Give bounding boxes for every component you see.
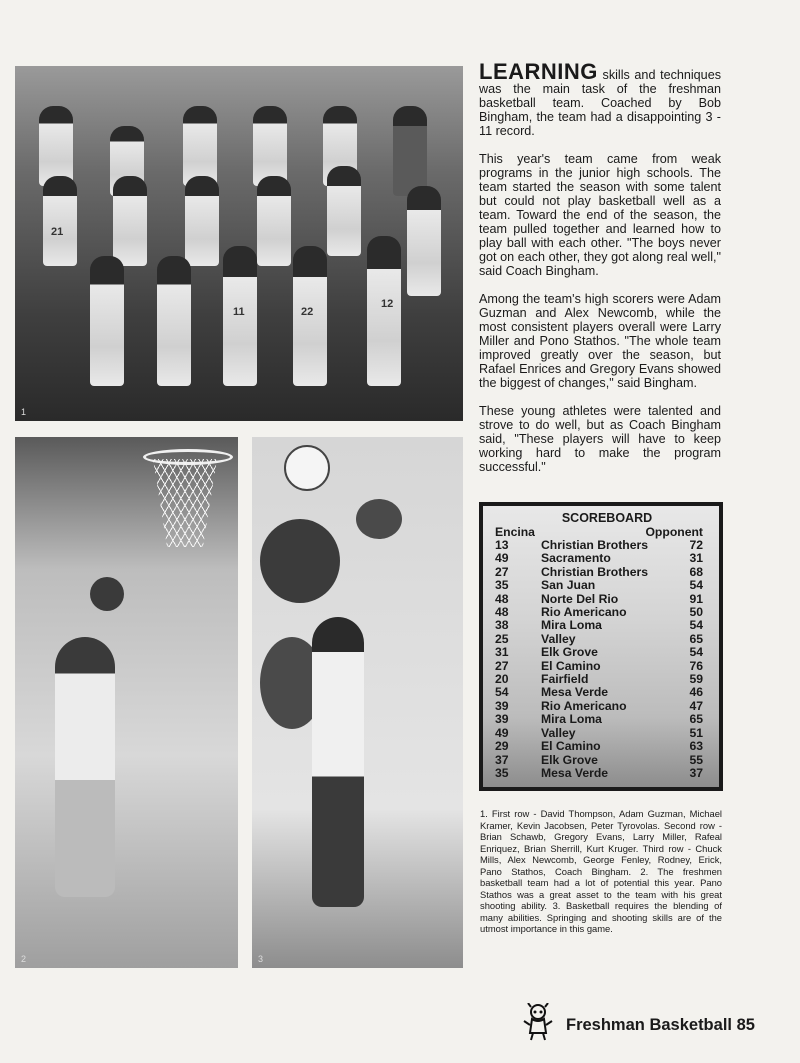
opponent-score: 55 [689,752,703,767]
mascot-icon [522,1003,554,1041]
encina-score: 20 [495,672,509,687]
encina-score: 25 [495,631,509,646]
encina-score: 27 [495,564,509,579]
opponent-score: 65 [689,631,703,646]
scoreboard-opponent-label: Opponent [645,525,703,539]
scoreboard-row [495,579,703,592]
opponent-name: Norte Del Rio [541,591,619,606]
opponent-name: Rio Americano [541,605,627,620]
opponent-name: Valley [541,725,576,740]
opponent-score: 63 [689,739,703,754]
photo-number: 2 [21,954,27,964]
lead-text: skills and techniques was the main task of the freshman basketball team. Coached by Bob Bingham, the team had a disappointing 3 - 11 record. [479,68,721,138]
scoreboard-title: SCOREBOARD [561,511,653,525]
article-paragraph: These young athletes were talented and strove to do well, but as Coach Bingham said, "These players will have to keep working hard to make the program successful." [479,404,721,474]
opponent-name: Christian Brothers [541,564,648,579]
opponent-score: 37 [689,765,703,780]
jersey-number: 22 [301,306,314,318]
encina-score: 29 [495,739,509,754]
scoreboard-row [495,660,703,673]
scoreboard-rows [495,539,703,780]
scoreboard-row [495,700,703,713]
encina-score: 35 [495,578,509,593]
footer-section-title [566,1016,755,1035]
scoreboard-row [495,606,703,619]
basketball [90,577,124,611]
opponent-name: El Camino [541,739,601,754]
opponent-score: 72 [689,538,703,552]
encina-score: 49 [495,725,509,740]
encina-score: 13 [495,538,509,552]
opponent-name: Christian Brothers [541,538,648,552]
page-footer [522,1003,782,1043]
scoreboard-row [495,566,703,579]
scoreboard-row [495,593,703,606]
scoreboard [479,502,723,791]
scoreboard-row [495,713,703,726]
opponent-name: Elk Grove [541,645,598,660]
encina-score: 27 [495,658,509,673]
footer-title-text: Freshman Basketball [566,1016,732,1034]
scoreboard-row [495,633,703,646]
opponent-score: 76 [689,658,703,673]
layup-photo [15,437,238,968]
scoreboard-row [495,552,703,565]
opponent-name: Mesa Verde [541,685,609,700]
jump-shot-photo [252,437,463,968]
opponent-score: 47 [689,698,703,713]
article-paragraph: Among the team's high scorers were Adam Guzman and Alex Newcomb, while the most consistent players overall were Larry Miller and Pono Stathos. "The whole team improved greatly over the season, but Rafael Enrices and Gregory Evans showed the biggest of changes," said Bingham. [479,292,721,390]
article-lead [479,59,721,138]
scoreboard-row [495,673,703,686]
encina-score: 31 [495,645,509,660]
opponent-name: Fairfield [541,672,589,687]
encina-score: 38 [495,618,509,633]
opponent-score: 54 [689,578,703,593]
scoreboard-row [495,740,703,753]
opponent-score: 91 [689,591,703,606]
opponent-name: Sacramento [541,551,611,566]
opponent-score: 31 [689,551,703,566]
opponent-name: El Camino [541,658,601,673]
basketball-net [153,459,217,547]
opponent-name: Elk Grove [541,752,598,767]
scoreboard-row [495,619,703,632]
scoreboard-row [495,767,703,780]
wall-emblem [260,519,340,603]
scoreboard-row [495,727,703,740]
encina-score: 48 [495,591,509,606]
photo-number: 1 [21,407,27,417]
lead-word: LEARNING [479,59,598,84]
opponent-name: Valley [541,631,576,646]
scoreboard-row [495,686,703,699]
opponent-score: 51 [689,725,703,740]
opponent-score: 54 [689,645,703,660]
wall-clock [284,445,330,491]
encina-score: 49 [495,551,509,566]
opponent-score: 65 [689,712,703,727]
team-photo [15,66,463,421]
opponent-score: 59 [689,672,703,687]
photo-number: 3 [258,954,264,964]
opponent-name: Mira Loma [541,618,602,633]
article-paragraph: This year's team came from weak programs in the junior high schools. The team started the season with some talent but could not play basketball well as a team. Toward the end of the season, the team pulled together and learned how to play ball with each other. "The boys never got on each other, they got along real well," said Coach Bingham. [479,152,721,278]
encina-score: 48 [495,605,509,620]
scoreboard-row [495,539,703,552]
encina-score: 35 [495,765,509,780]
encina-score: 54 [495,685,509,700]
page-number: 85 [736,1016,755,1034]
encina-score: 39 [495,698,509,713]
opponent-score: 54 [689,618,703,633]
jersey-number: 11 [233,306,245,318]
scoreboard-row [495,754,703,767]
encina-score: 37 [495,752,509,767]
basketball [356,499,402,539]
article-text [479,59,721,488]
photo-caption: 1. First row - David Thompson, Adam Guzman, Michael Kramer, Kevin Jacobsen, Peter Tyrovolas. Second row - Brian Schawb, Gregory Evans, Larry Miller, Rafeal Enriquez, Brian Sherrill, Kurt Kruger. Third row - Chuck Mills, Alex Newcomb, George Fenley, Rodney, Erick, Pano Stathos, Coach Bingham. 2. The freshmen basketball team had a lot of potential this year. Pano Stathos was a great asset to the team with his great shooting ability. 3. Basketball requires the blending of many abilities. Springing and shooting skills are of the utmost importance in this game. [480,808,722,934]
scoreboard-row [495,646,703,659]
player-figure [312,617,364,907]
opponent-name: Mesa Verde [541,765,609,780]
jersey-number: 12 [381,298,394,310]
opponent-name: Mira Loma [541,712,602,727]
opponent-score: 46 [689,685,703,700]
opponent-score: 50 [689,605,703,620]
opponent-name: Rio Americano [541,698,627,713]
encina-score: 39 [495,712,509,727]
player-figure [55,637,115,897]
opponent-name: San Juan [541,578,596,593]
opponent-score: 68 [689,564,703,579]
jersey-number: 21 [51,226,64,238]
scoreboard-encina-label: Encina [495,525,535,539]
